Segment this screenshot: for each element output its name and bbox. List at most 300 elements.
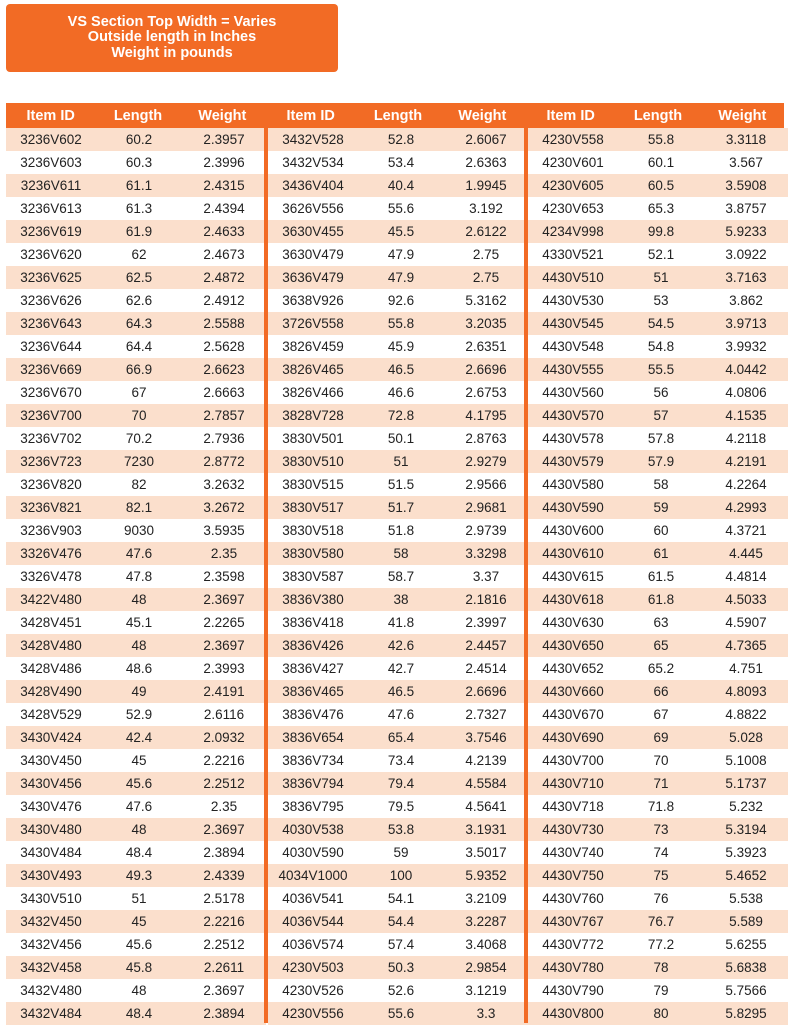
table-row: [528, 473, 788, 496]
table-row: [6, 427, 266, 450]
table-row: [528, 404, 788, 427]
length-cell: 46.5: [387, 684, 415, 699]
item-id-cell: 3432V484: [20, 1006, 82, 1021]
item-id-cell: 3236V643: [20, 316, 82, 331]
table-row: [6, 795, 266, 818]
weight-cell: 4.2264: [725, 477, 767, 492]
item-id-cell: 3726V558: [282, 316, 344, 331]
length-cell: 56: [653, 385, 669, 400]
length-cell: 65: [653, 638, 669, 653]
length-cell: 45.5: [387, 224, 415, 239]
table-row: [6, 910, 266, 933]
table-row: [6, 220, 266, 243]
item-id-cell: 3430V424: [20, 730, 82, 745]
length-cell: 73: [653, 822, 669, 837]
item-id-cell: 4430V560: [542, 385, 604, 400]
item-id-cell: 4430V730: [542, 822, 604, 837]
length-cell: 42.4: [125, 730, 153, 745]
table-row: [528, 841, 788, 864]
length-cell: 46.6: [387, 385, 415, 400]
column-header-length: Length: [373, 107, 423, 124]
length-cell: 60.3: [125, 155, 153, 170]
table-row: [6, 358, 266, 381]
length-cell: 67: [131, 385, 147, 400]
table-row: [6, 565, 266, 588]
item-id-cell: 4230V556: [282, 1006, 344, 1021]
length-cell: 52.6: [387, 983, 415, 998]
weight-cell: 3.8757: [725, 201, 767, 216]
weight-cell: 3.192: [469, 201, 503, 216]
length-cell: 45.1: [125, 615, 153, 630]
length-cell: 66.9: [125, 362, 153, 377]
weight-cell: 4.5584: [465, 776, 507, 791]
table-row: [528, 151, 788, 174]
item-id-cell: 4430V710: [542, 776, 604, 791]
item-id-cell: 3830V510: [282, 454, 344, 469]
length-cell: 60: [653, 523, 669, 538]
weight-cell: 5.6255: [725, 937, 767, 952]
length-cell: 41.8: [387, 615, 415, 630]
weight-cell: 2.7327: [465, 707, 507, 722]
table-row: [268, 496, 528, 519]
length-cell: 54.8: [647, 339, 675, 354]
weight-cell: 2.3697: [203, 822, 245, 837]
length-cell: 78: [653, 960, 669, 975]
weight-cell: 4.0806: [725, 385, 767, 400]
item-id-cell: 4430V700: [542, 753, 604, 768]
item-id-cell: 3830V580: [282, 546, 344, 561]
weight-cell: 3.4068: [465, 937, 507, 952]
item-id-cell: 3422V480: [20, 592, 82, 607]
item-id-cell: 4430V578: [542, 431, 604, 446]
item-id-cell: 4430V555: [542, 362, 604, 377]
length-cell: 45: [131, 753, 147, 768]
weight-cell: 2.6696: [465, 362, 507, 377]
length-cell: 62: [131, 247, 147, 262]
item-id-cell: 4330V521: [542, 247, 604, 262]
weight-cell: 3.3298: [465, 546, 507, 561]
weight-cell: 4.5641: [465, 799, 507, 814]
table-row: [268, 358, 528, 381]
banner-line-2: Outside length in Inches: [87, 29, 257, 46]
weight-cell: 5.9233: [725, 224, 767, 239]
table-row: [6, 404, 266, 427]
weight-cell: 2.6116: [203, 707, 245, 722]
item-id-cell: 3836V465: [282, 684, 344, 699]
weight-cell: 4.445: [729, 546, 763, 561]
item-id-cell: 3432V450: [20, 914, 82, 929]
length-cell: 48: [131, 822, 147, 837]
table-row: [528, 450, 788, 473]
length-cell: 48: [131, 983, 147, 998]
weight-cell: 3.37: [472, 569, 500, 584]
length-cell: 66: [653, 684, 669, 699]
length-cell: 71: [653, 776, 669, 791]
weight-cell: 2.2512: [203, 776, 245, 791]
table-row: [6, 680, 266, 703]
item-id-cell: 4230V605: [542, 178, 604, 193]
weight-cell: 4.4814: [725, 569, 767, 584]
item-id-cell: 3430V510: [20, 891, 82, 906]
item-id-cell: 3430V456: [20, 776, 82, 791]
length-cell: 47.9: [387, 247, 415, 262]
length-cell: 75: [653, 868, 669, 883]
item-id-cell: 4430V718: [542, 799, 604, 814]
item-id-cell: 4030V590: [282, 845, 344, 860]
weight-cell: 2.35: [210, 546, 238, 561]
table-row: [268, 450, 528, 473]
length-cell: 61.9: [125, 224, 153, 239]
column-header-weight: Weight: [718, 107, 767, 124]
weight-cell: 4.2118: [725, 431, 767, 446]
table-row: [6, 818, 266, 841]
table-row: [268, 979, 528, 1002]
table-row: [6, 933, 266, 956]
weight-cell: 5.589: [729, 914, 763, 929]
weight-cell: 2.4673: [203, 247, 245, 262]
weight-cell: 3.5017: [465, 845, 507, 860]
weight-cell: 2.4191: [203, 684, 245, 699]
weight-cell: 2.9279: [465, 454, 507, 469]
table-row: [268, 220, 528, 243]
table-row: [528, 611, 788, 634]
item-id-cell: 4430V545: [542, 316, 604, 331]
item-id-cell: 3326V476: [20, 546, 82, 561]
table-row: [268, 289, 528, 312]
banner-line-3: Weight in pounds: [111, 44, 233, 61]
table-row: [6, 243, 266, 266]
table-row: [528, 496, 788, 519]
length-cell: 76: [653, 891, 669, 906]
weight-cell: 2.6696: [465, 684, 507, 699]
banner-line-1: VS Section Top Width = Varies: [67, 13, 277, 30]
weight-cell: 2.2265: [203, 615, 245, 630]
item-id-cell: 3430V480: [20, 822, 82, 837]
item-id-cell: 3830V501: [282, 431, 344, 446]
length-cell: 47.6: [125, 546, 153, 561]
table-row: [268, 749, 528, 772]
length-cell: 67: [653, 707, 669, 722]
length-cell: 48.6: [125, 661, 153, 676]
table-row: [6, 841, 266, 864]
length-cell: 7230: [123, 454, 155, 469]
table-row: [6, 519, 266, 542]
table-row: [268, 703, 528, 726]
item-id-cell: 3430V476: [20, 799, 82, 814]
weight-cell: 5.8295: [725, 1006, 767, 1021]
item-id-cell: 3836V734: [282, 753, 344, 768]
item-id-cell: 4430V670: [542, 707, 604, 722]
item-id-cell: 3636V479: [282, 270, 344, 285]
weight-cell: 2.3957: [203, 132, 245, 147]
length-cell: 45.8: [125, 960, 153, 975]
length-cell: 65.3: [647, 201, 675, 216]
length-cell: 47.9: [387, 270, 415, 285]
length-cell: 47.6: [387, 707, 415, 722]
weight-cell: 2.9854: [465, 960, 507, 975]
table-row: [528, 243, 788, 266]
length-cell: 55.6: [387, 1006, 415, 1021]
item-id-cell: 4036V544: [282, 914, 344, 929]
table-row: [6, 312, 266, 335]
length-cell: 52.9: [125, 707, 153, 722]
item-id-cell: 3836V795: [282, 799, 344, 814]
weight-cell: 5.538: [729, 891, 763, 906]
length-cell: 51: [131, 891, 147, 906]
length-cell: 71.8: [647, 799, 675, 814]
table-row: [6, 174, 266, 197]
table-row: [268, 197, 528, 220]
item-id-cell: 3236V670: [20, 385, 82, 400]
item-id-cell: 4430V579: [542, 454, 604, 469]
item-id-cell: 3430V450: [20, 753, 82, 768]
item-id-cell: 4230V503: [282, 960, 344, 975]
table-row: [268, 772, 528, 795]
length-cell: 52.8: [387, 132, 415, 147]
item-id-cell: 4430V790: [542, 983, 604, 998]
item-id-cell: 3236V620: [20, 247, 82, 262]
item-id-cell: 3428V490: [20, 684, 82, 699]
length-cell: 51.8: [387, 523, 415, 538]
item-id-cell: 3826V465: [282, 362, 344, 377]
weight-cell: 2.4394: [203, 201, 245, 216]
weight-cell: 3.7546: [465, 730, 507, 745]
table-row: [268, 933, 528, 956]
table-row: [528, 565, 788, 588]
item-id-cell: 3830V515: [282, 477, 344, 492]
item-id-cell: 4430V600: [542, 523, 604, 538]
item-id-cell: 4430V750: [542, 868, 604, 883]
table-row: [6, 1002, 266, 1025]
table-row: [268, 266, 528, 289]
item-id-cell: 3236V820: [20, 477, 82, 492]
table-row: [528, 312, 788, 335]
item-id-cell: 4430V660: [542, 684, 604, 699]
weight-cell: 5.232: [729, 799, 763, 814]
weight-cell: 4.0442: [725, 362, 767, 377]
length-cell: 61.3: [125, 201, 153, 216]
weight-cell: 3.2672: [203, 500, 245, 515]
table-row: [6, 703, 266, 726]
table-row: [6, 956, 266, 979]
table-row: [268, 841, 528, 864]
weight-cell: 4.7365: [725, 638, 767, 653]
item-id-cell: 4430V510: [542, 270, 604, 285]
item-id-cell: 4036V574: [282, 937, 344, 952]
table-row: [528, 680, 788, 703]
table-row: [528, 519, 788, 542]
length-cell: 54.5: [647, 316, 675, 331]
length-cell: 53: [653, 293, 669, 308]
weight-cell: 3.5935: [203, 523, 245, 538]
weight-cell: 5.3162: [465, 293, 507, 308]
table-row: [268, 312, 528, 335]
weight-cell: 2.0932: [203, 730, 245, 745]
item-id-cell: 3826V459: [282, 339, 344, 354]
weight-cell: 3.9932: [725, 339, 767, 354]
table-row: [528, 427, 788, 450]
table-row: [528, 979, 788, 1002]
item-id-cell: 4430V530: [542, 293, 604, 308]
table-row: [528, 703, 788, 726]
table-row: [6, 887, 266, 910]
length-cell: 51.5: [387, 477, 415, 492]
weight-cell: 4.8093: [725, 684, 767, 699]
item-id-cell: 3428V451: [20, 615, 82, 630]
table-row: [528, 933, 788, 956]
item-id-cell: 3236V723: [20, 454, 82, 469]
weight-cell: 2.75: [472, 247, 500, 262]
weight-cell: 4.751: [729, 661, 763, 676]
length-cell: 49.3: [125, 868, 153, 883]
weight-cell: 2.8763: [465, 431, 507, 446]
item-id-cell: 3236V644: [20, 339, 82, 354]
length-cell: 80: [653, 1006, 669, 1021]
weight-cell: 2.2216: [203, 753, 245, 768]
item-id-cell: 4430V570: [542, 408, 604, 423]
item-id-cell: 3236V611: [20, 178, 82, 193]
table-row: [528, 749, 788, 772]
item-id-cell: 3828V728: [282, 408, 344, 423]
table-section-1: [6, 128, 266, 1025]
column-header-item-id: Item ID: [286, 107, 335, 124]
item-id-cell: 3830V518: [282, 523, 344, 538]
length-cell: 61.8: [647, 592, 675, 607]
weight-cell: 4.1535: [725, 408, 767, 423]
length-cell: 92.6: [387, 293, 415, 308]
item-id-cell: 3428V486: [20, 661, 82, 676]
length-cell: 51: [653, 270, 669, 285]
weight-cell: 2.3894: [203, 1006, 245, 1021]
item-id-cell: 4034V1000: [278, 868, 348, 883]
item-id-cell: 3836V654: [282, 730, 344, 745]
length-cell: 45.6: [125, 937, 153, 952]
weight-cell: 2.6351: [465, 339, 507, 354]
item-id-cell: 3428V529: [20, 707, 82, 722]
table-row: [528, 795, 788, 818]
length-cell: 57.8: [647, 431, 675, 446]
table-row: [6, 289, 266, 312]
length-cell: 57: [653, 408, 669, 423]
length-cell: 57.4: [387, 937, 415, 952]
column-header-length: Length: [633, 107, 683, 124]
length-cell: 42.6: [387, 638, 415, 653]
column-header-weight: Weight: [458, 107, 507, 124]
weight-cell: 4.5033: [725, 592, 767, 607]
table-row: [6, 611, 266, 634]
table-row: [528, 726, 788, 749]
length-cell: 50.1: [387, 431, 415, 446]
weight-cell: 4.2139: [465, 753, 507, 768]
table-row: [268, 519, 528, 542]
table-row: [528, 174, 788, 197]
item-id-cell: 3430V484: [20, 845, 82, 860]
item-id-cell: 4430V618: [542, 592, 604, 607]
weight-cell: 3.3: [476, 1006, 496, 1021]
weight-cell: 2.2611: [203, 960, 245, 975]
length-cell: 63: [653, 615, 669, 630]
table-row: [528, 657, 788, 680]
item-id-cell: 4430V610: [542, 546, 604, 561]
weight-cell: 3.3118: [725, 132, 767, 147]
weight-cell: 2.4457: [465, 638, 507, 653]
length-cell: 65.2: [647, 661, 675, 676]
weight-cell: 2.3697: [203, 592, 245, 607]
table-row: [528, 542, 788, 565]
length-cell: 53.8: [387, 822, 415, 837]
length-cell: 79.4: [387, 776, 415, 791]
item-id-cell: 3326V478: [20, 569, 82, 584]
item-id-cell: 3236V669: [20, 362, 82, 377]
item-id-cell: 3236V613: [20, 201, 82, 216]
length-cell: 47.8: [125, 569, 153, 584]
weight-cell: 5.7566: [725, 983, 767, 998]
table-row: [268, 588, 528, 611]
weight-cell: 2.3894: [203, 845, 245, 860]
table-row: [268, 611, 528, 634]
table-row: [528, 128, 788, 151]
table-row: [528, 910, 788, 933]
table-row: [6, 381, 266, 404]
table-row: [268, 1002, 528, 1025]
table-row: [528, 220, 788, 243]
item-id-cell: 3836V476: [282, 707, 344, 722]
length-cell: 70: [131, 408, 147, 423]
length-cell: 45.6: [125, 776, 153, 791]
weight-cell: 5.028: [729, 730, 763, 745]
length-cell: 61: [653, 546, 669, 561]
item-id-cell: 4230V601: [542, 155, 604, 170]
length-cell: 55.6: [387, 201, 415, 216]
weight-cell: 2.1816: [465, 592, 507, 607]
item-id-cell: 4030V538: [282, 822, 344, 837]
table-row: [6, 496, 266, 519]
length-cell: 79.5: [387, 799, 415, 814]
item-id-cell: 3430V493: [20, 868, 82, 883]
table-row: [6, 772, 266, 795]
weight-cell: 2.2216: [203, 914, 245, 929]
length-cell: 60.1: [647, 155, 675, 170]
table-row: [6, 634, 266, 657]
table-row: [6, 473, 266, 496]
column-header-item-id: Item ID: [546, 107, 595, 124]
title-banner: [6, 4, 338, 72]
table-row: [6, 979, 266, 1002]
length-cell: 58: [393, 546, 409, 561]
weight-cell: 3.9713: [725, 316, 767, 331]
table-row: [528, 1002, 788, 1025]
length-cell: 48: [131, 592, 147, 607]
length-cell: 72.8: [387, 408, 415, 423]
weight-cell: 3.5908: [725, 178, 767, 193]
weight-cell: 1.9945: [465, 178, 507, 193]
item-id-cell: 4430V760: [542, 891, 604, 906]
weight-cell: 2.6753: [465, 385, 507, 400]
item-id-cell: 4036V541: [282, 891, 344, 906]
table-row: [268, 542, 528, 565]
item-id-cell: 3638V926: [282, 293, 344, 308]
length-cell: 48: [131, 638, 147, 653]
length-cell: 38: [393, 592, 409, 607]
table-row: [268, 128, 528, 151]
table-row: [6, 726, 266, 749]
length-cell: 100: [389, 868, 413, 883]
table-row: [6, 128, 266, 151]
table-row: [528, 358, 788, 381]
item-id-cell: 3630V479: [282, 247, 344, 262]
table-row: [6, 197, 266, 220]
item-id-cell: 3432V480: [20, 983, 82, 998]
